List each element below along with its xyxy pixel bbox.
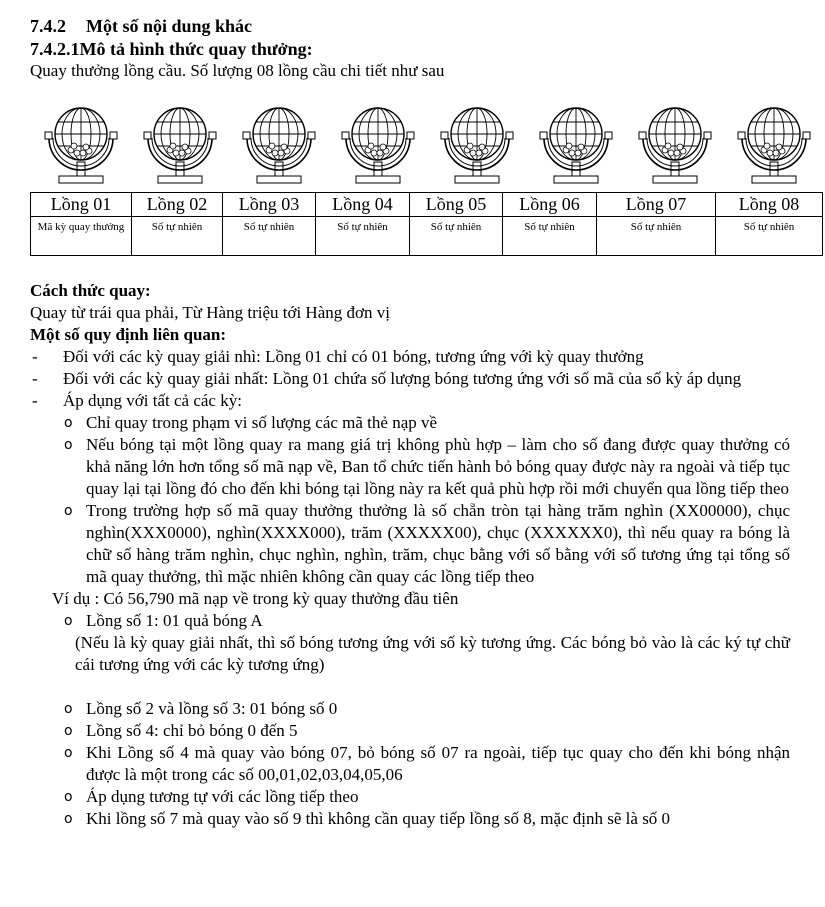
bullet-mark: o xyxy=(64,415,73,431)
list-item: - Đối với các kỳ quay giải nhất: Lồng 01 chứa số lượng bóng tương ứng với số mã của số kỳ áp dụng xyxy=(30,368,790,390)
list-item xyxy=(30,412,790,434)
intro-text: Quay thưởng lồng cầu. Số lượng 08 lồng cầu chi tiết như sau xyxy=(30,61,445,80)
list-item: - Đối với các kỳ quay giải nhì: Lồng 01 chỉ có 01 bóng, tương ứng với kỳ quay thưởng xyxy=(30,346,790,368)
list-item-text: Áp dụng tương tự với các lồng tiếp theo xyxy=(86,787,359,806)
bullet-mark: o xyxy=(64,613,73,629)
table-cell: Số tự nhiên xyxy=(597,217,716,256)
list-item-text: Trong trường hợp số mã quay thưởng thưởng là số chẵn tròn tại hàng trăm nghìn (XX00000), chục nghìn(XXX0000), nghìn(XXXX000), trăm (XXXXX00), chục (XXXXXX0), thì nếu quay ra bóng là chữ số hàng trăm nghìn, chục nghìn, nghìn, trăm, chục bằng với số bằng với số tương ứng tại tổng số mã quay thưởng, thì mặc nhiên không cần quay các lồng tiếp theo xyxy=(86,501,790,586)
method-heading: Cách thức quay: xyxy=(30,281,151,300)
table-cell: Mã kỳ quay thưởng xyxy=(31,217,132,256)
cage-table xyxy=(30,192,823,256)
list-item xyxy=(30,808,790,830)
table-cell: Số tự nhiên xyxy=(132,217,223,256)
lottery-cage-icon xyxy=(44,100,118,184)
bullet-mark: o xyxy=(64,745,73,761)
lottery-cage-icon xyxy=(440,100,514,184)
spacer xyxy=(30,676,790,698)
list-item-text: Khi lồng số 7 mà quay vào số 9 thì không cần quay tiếp lồng số 8, mặc định sẽ là số 0 xyxy=(86,809,671,828)
bullet-mark: o xyxy=(64,789,73,805)
section-number: 7.4.2 xyxy=(30,16,66,36)
document-page xyxy=(30,15,790,82)
list-item: - Áp dụng với tất cả các kỳ: xyxy=(30,390,790,412)
method-text: Quay từ trái qua phải, Từ Hàng triệu tới Hàng đơn vị xyxy=(30,303,390,322)
table-header-cell: Lồng 01 xyxy=(31,193,132,217)
table-header-cell: Lồng 02 xyxy=(132,193,223,217)
table-header-cell: Lồng 07 xyxy=(597,193,716,217)
list-item xyxy=(30,610,790,632)
lottery-cage-icon xyxy=(242,100,316,184)
lottery-cage-icon xyxy=(638,100,712,184)
list-item-text: Lồng số 4: chỉ bỏ bóng 0 đến 5 xyxy=(86,721,298,740)
table-cell: Số tự nhiên xyxy=(316,217,410,256)
list-item-text: Nếu bóng tại một lồng quay ra mang giá trị không phù hợp – làm cho số đang được quay thưởng có khả năng lớn hơn tổng số mã nạp về, Ban tổ chức tiến hành bỏ bóng quay được này ra ngoài và tiếp tục quay lại tại lồng đó cho đến khi bóng tại lồng này ra kết quả phù hợp rồi mới chuyển qua lồng tiếp theo xyxy=(86,435,790,498)
bullet-mark: o xyxy=(64,701,73,717)
section-title: Một số nội dung khác xyxy=(86,16,253,36)
list-item xyxy=(30,434,790,500)
list-item-text: Khi Lồng số 4 mà quay vào bóng 07, bỏ bóng số 07 ra ngoài, tiếp tục quay cho đến khi bóng nhận được là một trong các số 00,01,02,03,04,05,06 xyxy=(86,743,790,784)
table-header-cell: Lồng 06 xyxy=(503,193,597,217)
example-text: Ví dụ : Có 56,790 mã nạp về trong kỳ quay thưởng đầu tiên xyxy=(52,589,459,608)
lottery-cage-icon xyxy=(539,100,613,184)
lottery-cage-icon xyxy=(341,100,415,184)
list-item xyxy=(30,698,790,720)
lottery-cage-icon xyxy=(143,100,217,184)
rules-heading: Một số quy định liên quan: xyxy=(30,325,227,344)
bullet-mark: o xyxy=(64,811,73,827)
table-header-cell: Lồng 08 xyxy=(716,193,823,217)
table-header-cell: Lồng 05 xyxy=(410,193,503,217)
cage-row xyxy=(0,100,825,186)
table-cell: Số tự nhiên xyxy=(223,217,316,256)
subsection-heading: 7.4.2.1Mô tả hình thức quay thưởng: xyxy=(30,39,313,59)
list-item xyxy=(30,720,790,742)
table-cell: Số tự nhiên xyxy=(716,217,823,256)
table-header-row xyxy=(31,193,823,217)
table-header-cell: Lồng 04 xyxy=(316,193,410,217)
document-body xyxy=(30,280,790,830)
lottery-cage-icon xyxy=(737,100,811,184)
list-item xyxy=(30,786,790,808)
section-heading xyxy=(30,15,790,38)
table-header-cell: Lồng 03 xyxy=(223,193,316,217)
table-row xyxy=(31,217,823,256)
bullet-mark: o xyxy=(64,723,73,739)
table-cell: Số tự nhiên xyxy=(410,217,503,256)
bullet-mark: o xyxy=(64,503,73,519)
table-cell: Số tự nhiên xyxy=(503,217,597,256)
list-item-text: Lồng số 2 và lồng số 3: 01 bóng số 0 xyxy=(86,699,338,718)
example-note: (Nếu là kỳ quay giải nhất, thì số bóng tương ứng với số kỳ tương ứng. Các bóng bỏ vào là các ký tự chữ cái tương ứng với các kỳ tương ứng) xyxy=(75,633,790,674)
bullet-mark: o xyxy=(64,437,73,453)
list-item xyxy=(30,742,790,786)
list-item xyxy=(30,500,790,588)
list-item-text: Chỉ quay trong phạm vi số lượng các mã thẻ nạp về xyxy=(86,413,438,432)
list-item-text: Lồng số 1: 01 quả bóng A xyxy=(86,611,263,630)
